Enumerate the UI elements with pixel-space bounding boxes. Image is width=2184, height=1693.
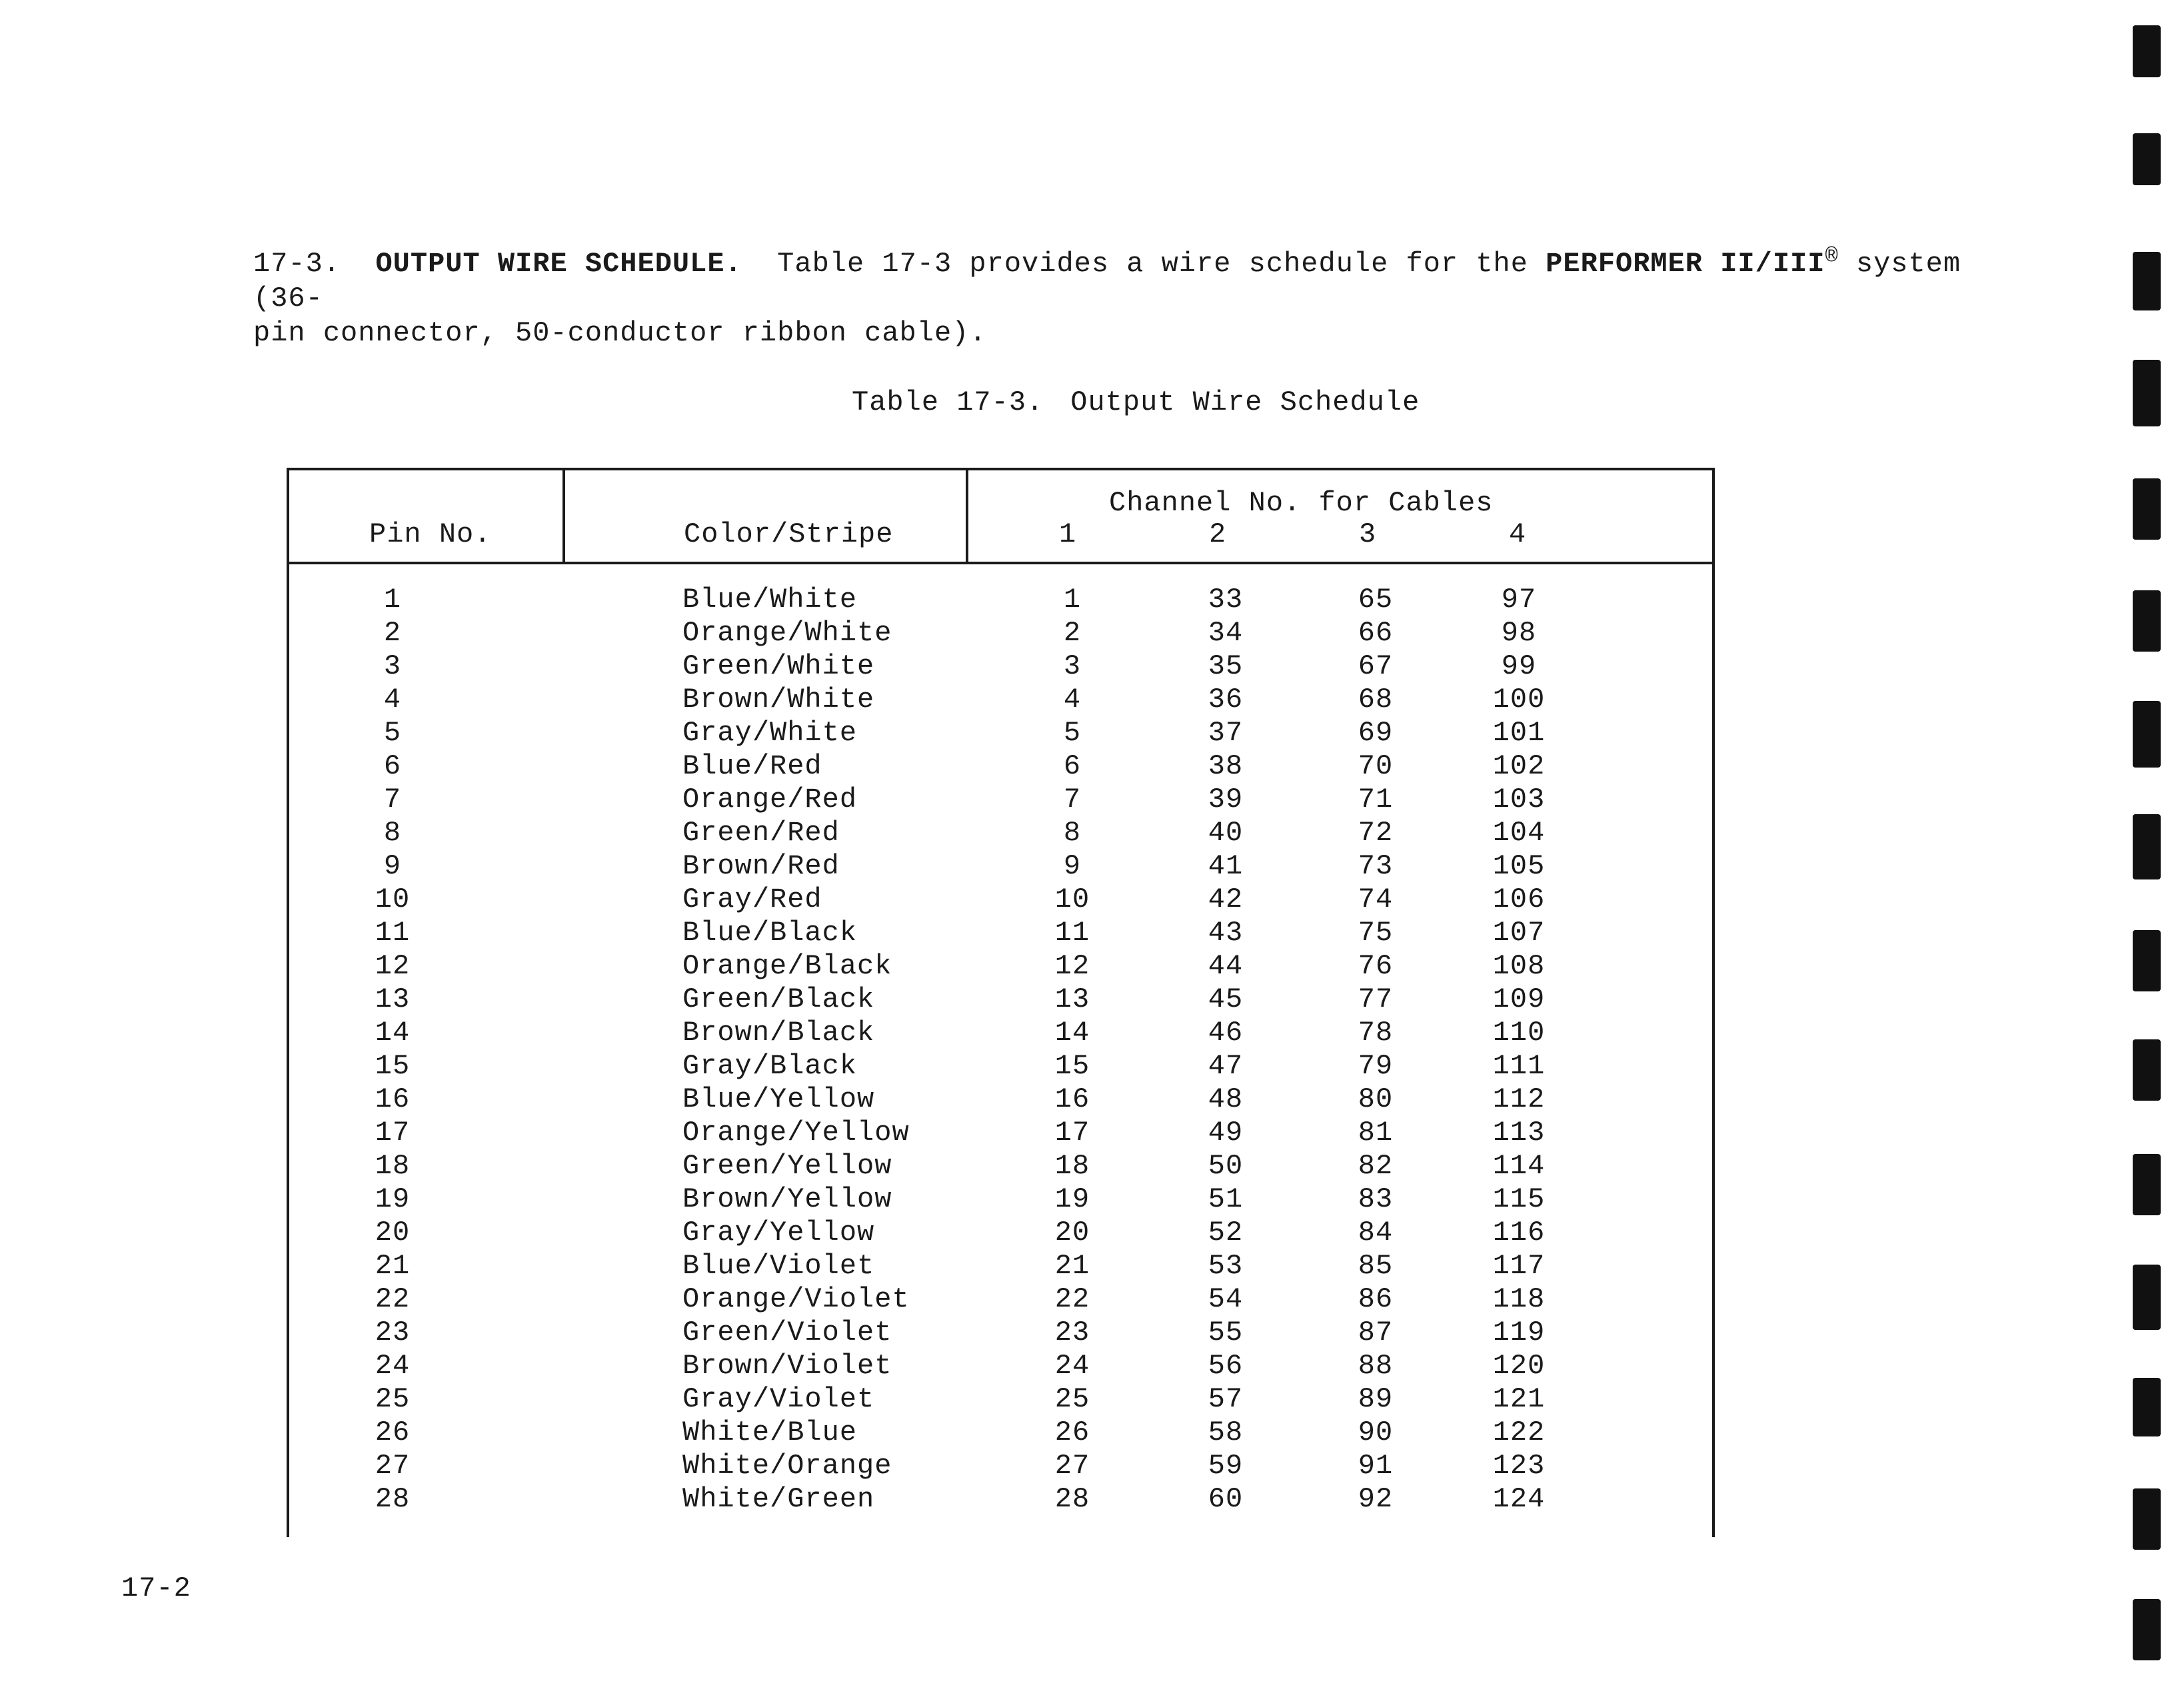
table-row <box>289 1217 1712 1250</box>
channel-cable-1-cell: 19 <box>1054 1183 1090 1215</box>
table-body <box>289 584 1712 1516</box>
channel-cable-3-cell: 75 <box>1358 917 1394 949</box>
table-row <box>289 917 1712 950</box>
channel-cable-1-cell: 3 <box>1063 650 1082 682</box>
color-stripe-cell: Brown/White <box>682 684 875 716</box>
channel-cable-4-cell: 111 <box>1492 1050 1546 1082</box>
color-stripe-cell: Gray/White <box>682 717 858 749</box>
table-header <box>289 470 1712 564</box>
channel-cable-2-cell: 46 <box>1208 1017 1244 1049</box>
table-row <box>289 883 1712 917</box>
pin-cell: 13 <box>375 983 411 1015</box>
table-row <box>289 584 1712 617</box>
change-bar <box>2133 1265 2161 1330</box>
channel-cable-4-cell: 113 <box>1492 1117 1546 1149</box>
change-bar <box>2133 1599 2161 1660</box>
channel-cable-2-cell: 60 <box>1208 1483 1244 1515</box>
channel-cable-2-cell: 44 <box>1208 950 1244 982</box>
color-stripe-cell: Green/Yellow <box>682 1150 892 1182</box>
change-bar <box>2133 360 2161 426</box>
wire-schedule-table <box>287 468 1715 1537</box>
channel-cable-1-cell: 9 <box>1063 850 1082 882</box>
channel-cable-3-cell: 83 <box>1358 1183 1394 1215</box>
channel-cable-4-cell: 124 <box>1492 1483 1546 1515</box>
channel-cable-2-cell: 36 <box>1208 684 1244 716</box>
channel-cable-4-cell: 105 <box>1492 850 1546 882</box>
channel-cable-3-cell: 70 <box>1358 750 1394 782</box>
channel-cable-3-cell: 80 <box>1358 1083 1394 1115</box>
color-stripe-cell: Green/Black <box>682 983 875 1015</box>
channel-cable-2-cell: 58 <box>1208 1416 1244 1448</box>
channel-cable-1-cell: 16 <box>1054 1083 1090 1115</box>
header-cable-3: 3 <box>1359 518 1377 550</box>
pin-cell: 6 <box>383 750 402 782</box>
channel-cable-1-cell: 5 <box>1063 717 1082 749</box>
pin-cell: 5 <box>383 717 402 749</box>
header-color-stripe: Color/Stripe <box>684 518 894 550</box>
channel-cable-1-cell: 28 <box>1054 1483 1090 1515</box>
channel-cable-4-cell: 118 <box>1492 1283 1546 1315</box>
pin-cell: 3 <box>383 650 402 682</box>
pin-cell: 7 <box>383 784 402 816</box>
channel-cable-4-cell: 100 <box>1492 684 1546 716</box>
channel-cable-3-cell: 87 <box>1358 1317 1394 1349</box>
color-stripe-cell: Blue/Yellow <box>682 1083 875 1115</box>
channel-cable-1-cell: 12 <box>1054 950 1090 982</box>
header-pin-no: Pin No. <box>369 518 492 550</box>
product-name: PERFORMER II/III <box>1546 248 1825 280</box>
channel-cable-2-cell: 53 <box>1208 1250 1244 1282</box>
channel-cable-2-cell: 41 <box>1208 850 1244 882</box>
channel-cable-2-cell: 34 <box>1208 617 1244 649</box>
header-cable-2: 2 <box>1209 518 1227 550</box>
color-stripe-cell: White/Blue <box>682 1416 858 1448</box>
channel-cable-1-cell: 26 <box>1054 1416 1090 1448</box>
channel-cable-3-cell: 78 <box>1358 1017 1394 1049</box>
channel-cable-2-cell: 40 <box>1208 817 1244 849</box>
pin-cell: 28 <box>375 1483 411 1515</box>
pin-cell: 18 <box>375 1150 411 1182</box>
pin-cell: 27 <box>375 1450 411 1482</box>
change-bar <box>2133 1039 2161 1101</box>
color-stripe-cell: Blue/White <box>682 584 858 616</box>
channel-cable-4-cell: 112 <box>1492 1083 1546 1115</box>
channel-cable-3-cell: 81 <box>1358 1117 1394 1149</box>
pin-cell: 16 <box>375 1083 411 1115</box>
color-stripe-cell: Blue/Red <box>682 750 822 782</box>
table-row <box>289 650 1712 684</box>
channel-cable-1-cell: 8 <box>1063 817 1082 849</box>
change-bar <box>2133 25 2161 77</box>
channel-cable-2-cell: 33 <box>1208 584 1244 616</box>
table-row <box>289 1483 1712 1516</box>
channel-cable-1-cell: 14 <box>1054 1017 1090 1049</box>
header-cable-1: 1 <box>1059 518 1077 550</box>
pin-cell: 23 <box>375 1317 411 1349</box>
color-stripe-cell: Green/Red <box>682 817 840 849</box>
channel-cable-2-cell: 39 <box>1208 784 1244 816</box>
channel-cable-4-cell: 107 <box>1492 917 1546 949</box>
channel-cable-3-cell: 76 <box>1358 950 1394 982</box>
channel-cable-3-cell: 88 <box>1358 1350 1394 1382</box>
pin-cell: 15 <box>375 1050 411 1082</box>
change-bar <box>2133 1488 2161 1550</box>
color-stripe-cell: Blue/Black <box>682 917 858 949</box>
channel-cable-3-cell: 92 <box>1358 1483 1394 1515</box>
channel-cable-4-cell: 123 <box>1492 1450 1546 1482</box>
channel-cable-4-cell: 121 <box>1492 1383 1546 1415</box>
channel-cable-1-cell: 25 <box>1054 1383 1090 1415</box>
channel-cable-2-cell: 55 <box>1208 1317 1244 1349</box>
channel-cable-1-cell: 20 <box>1054 1217 1090 1249</box>
table-row <box>289 1150 1712 1183</box>
table-row <box>289 1083 1712 1117</box>
channel-cable-1-cell: 27 <box>1054 1450 1090 1482</box>
channel-cable-2-cell: 38 <box>1208 750 1244 782</box>
channel-cable-4-cell: 120 <box>1492 1350 1546 1382</box>
table-row <box>289 1350 1712 1383</box>
table-row <box>289 1283 1712 1317</box>
channel-cable-2-cell: 48 <box>1208 1083 1244 1115</box>
pin-cell: 17 <box>375 1117 411 1149</box>
caption-label: Table 17-3. <box>852 386 1044 418</box>
table-row <box>289 1050 1712 1083</box>
pin-cell: 20 <box>375 1217 411 1249</box>
channel-cable-4-cell: 97 <box>1501 584 1537 616</box>
pin-cell: 2 <box>383 617 402 649</box>
pin-cell: 21 <box>375 1250 411 1282</box>
channel-cable-2-cell: 49 <box>1208 1117 1244 1149</box>
color-stripe-cell: Green/White <box>682 650 875 682</box>
channel-cable-1-cell: 15 <box>1054 1050 1090 1082</box>
pin-cell: 1 <box>383 584 402 616</box>
channel-cable-3-cell: 85 <box>1358 1250 1394 1282</box>
channel-cable-4-cell: 110 <box>1492 1017 1546 1049</box>
change-bar <box>2133 478 2161 540</box>
channel-cable-2-cell: 35 <box>1208 650 1244 682</box>
channel-cable-4-cell: 98 <box>1501 617 1537 649</box>
table-row <box>289 983 1712 1017</box>
color-stripe-cell: Orange/White <box>682 617 892 649</box>
channel-cable-2-cell: 51 <box>1208 1183 1244 1215</box>
caption-title: Output Wire Schedule <box>1070 386 1420 418</box>
channel-cable-3-cell: 89 <box>1358 1383 1394 1415</box>
channel-cable-4-cell: 99 <box>1501 650 1537 682</box>
color-stripe-cell: Brown/Black <box>682 1017 875 1049</box>
table-row <box>289 1450 1712 1483</box>
pin-cell: 10 <box>375 883 411 915</box>
channel-cable-3-cell: 82 <box>1358 1150 1394 1182</box>
color-stripe-cell: White/Green <box>682 1483 875 1515</box>
channel-cable-3-cell: 91 <box>1358 1450 1394 1482</box>
table-row <box>289 1017 1712 1050</box>
table-row <box>289 1416 1712 1450</box>
channel-cable-3-cell: 77 <box>1358 983 1394 1015</box>
pin-cell: 25 <box>375 1383 411 1415</box>
channel-cable-3-cell: 71 <box>1358 784 1394 816</box>
channel-cable-1-cell: 18 <box>1054 1150 1090 1182</box>
change-bar <box>2133 701 2161 768</box>
color-stripe-cell: White/Orange <box>682 1450 892 1482</box>
color-stripe-cell: Blue/Violet <box>682 1250 875 1282</box>
table-row <box>289 1383 1712 1416</box>
channel-cable-4-cell: 104 <box>1492 817 1546 849</box>
change-bar <box>2133 252 2161 310</box>
color-stripe-cell: Orange/Yellow <box>682 1117 910 1149</box>
change-bar <box>2133 1154 2161 1215</box>
channel-cable-3-cell: 67 <box>1358 650 1394 682</box>
section-number: 17-3. <box>253 248 341 280</box>
channel-cable-3-cell: 79 <box>1358 1050 1394 1082</box>
table-caption <box>852 386 1420 418</box>
header-channel-group: Channel No. for Cables <box>1109 487 1494 519</box>
channel-cable-4-cell: 108 <box>1492 950 1546 982</box>
change-bar <box>2133 930 2161 991</box>
table-row <box>289 850 1712 883</box>
channel-cable-1-cell: 13 <box>1054 983 1090 1015</box>
channel-cable-3-cell: 86 <box>1358 1283 1394 1315</box>
change-bar <box>2133 590 2161 652</box>
change-bar <box>2133 133 2161 185</box>
channel-cable-1-cell: 4 <box>1063 684 1082 716</box>
change-bar <box>2133 1378 2161 1436</box>
color-stripe-cell: Green/Violet <box>682 1317 892 1349</box>
page-number: 17-2 <box>121 1572 191 1604</box>
channel-cable-3-cell: 72 <box>1358 817 1394 849</box>
channel-cable-2-cell: 54 <box>1208 1283 1244 1315</box>
channel-cable-4-cell: 122 <box>1492 1416 1546 1448</box>
channel-cable-3-cell: 84 <box>1358 1217 1394 1249</box>
table-row <box>289 1317 1712 1350</box>
table-row <box>289 1117 1712 1150</box>
channel-cable-1-cell: 11 <box>1054 917 1090 949</box>
pin-cell: 9 <box>383 850 402 882</box>
channel-cable-3-cell: 69 <box>1358 717 1394 749</box>
channel-cable-2-cell: 45 <box>1208 983 1244 1015</box>
color-stripe-cell: Brown/Violet <box>682 1350 892 1382</box>
channel-cable-2-cell: 42 <box>1208 883 1244 915</box>
table-row <box>289 1250 1712 1283</box>
channel-cable-4-cell: 106 <box>1492 883 1546 915</box>
pin-cell: 12 <box>375 950 411 982</box>
channel-cable-1-cell: 17 <box>1054 1117 1090 1149</box>
channel-cable-3-cell: 66 <box>1358 617 1394 649</box>
channel-cable-1-cell: 22 <box>1054 1283 1090 1315</box>
channel-cable-2-cell: 47 <box>1208 1050 1244 1082</box>
table-row <box>289 1183 1712 1217</box>
table-row <box>289 750 1712 784</box>
channel-cable-4-cell: 117 <box>1492 1250 1546 1282</box>
intro-text-after: system (36- <box>253 248 1961 314</box>
table-row <box>289 950 1712 983</box>
pin-cell: 14 <box>375 1017 411 1049</box>
channel-cable-1-cell: 6 <box>1063 750 1082 782</box>
channel-cable-4-cell: 109 <box>1492 983 1546 1015</box>
channel-cable-2-cell: 43 <box>1208 917 1244 949</box>
pin-cell: 4 <box>383 684 402 716</box>
section-heading: OUTPUT WIRE SCHEDULE. <box>375 248 742 280</box>
color-stripe-cell: Orange/Red <box>682 784 858 816</box>
channel-cable-1-cell: 10 <box>1054 883 1090 915</box>
color-stripe-cell: Gray/Yellow <box>682 1217 875 1249</box>
table-row <box>289 684 1712 717</box>
channel-cable-4-cell: 114 <box>1492 1150 1546 1182</box>
channel-cable-4-cell: 101 <box>1492 717 1546 749</box>
color-stripe-cell: Gray/Violet <box>682 1383 875 1415</box>
pin-cell: 19 <box>375 1183 411 1215</box>
table-row <box>289 617 1712 650</box>
channel-cable-1-cell: 24 <box>1054 1350 1090 1382</box>
intro-text-line2: pin connector, 50-conductor ribbon cable). <box>253 317 987 349</box>
channel-cable-1-cell: 2 <box>1063 617 1082 649</box>
channel-cable-4-cell: 119 <box>1492 1317 1546 1349</box>
channel-cable-4-cell: 115 <box>1492 1183 1546 1215</box>
registered-mark: ® <box>1825 244 1839 269</box>
header-cable-4: 4 <box>1509 518 1527 550</box>
channel-cable-1-cell: 1 <box>1063 584 1082 616</box>
channel-cable-3-cell: 65 <box>1358 584 1394 616</box>
header-divider <box>562 470 565 562</box>
intro-paragraph <box>253 244 1986 350</box>
channel-cable-2-cell: 56 <box>1208 1350 1244 1382</box>
channel-cable-1-cell: 23 <box>1054 1317 1090 1349</box>
color-stripe-cell: Orange/Violet <box>682 1283 910 1315</box>
table-row <box>289 717 1712 750</box>
channel-cable-2-cell: 59 <box>1208 1450 1244 1482</box>
color-stripe-cell: Gray/Red <box>682 883 822 915</box>
table-row <box>289 817 1712 850</box>
pin-cell: 22 <box>375 1283 411 1315</box>
intro-text-before: Table 17-3 provides a wire schedule for the <box>777 248 1528 280</box>
color-stripe-cell: Brown/Yellow <box>682 1183 892 1215</box>
pin-cell: 8 <box>383 817 402 849</box>
pin-cell: 11 <box>375 917 411 949</box>
channel-cable-3-cell: 68 <box>1358 684 1394 716</box>
channel-cable-4-cell: 116 <box>1492 1217 1546 1249</box>
channel-cable-2-cell: 52 <box>1208 1217 1244 1249</box>
header-divider <box>966 470 968 562</box>
channel-cable-2-cell: 37 <box>1208 717 1244 749</box>
channel-cable-4-cell: 103 <box>1492 784 1546 816</box>
color-stripe-cell: Orange/Black <box>682 950 892 982</box>
channel-cable-2-cell: 57 <box>1208 1383 1244 1415</box>
color-stripe-cell: Gray/Black <box>682 1050 858 1082</box>
pin-cell: 24 <box>375 1350 411 1382</box>
channel-cable-4-cell: 102 <box>1492 750 1546 782</box>
table-row <box>289 784 1712 817</box>
channel-cable-1-cell: 21 <box>1054 1250 1090 1282</box>
channel-cable-2-cell: 50 <box>1208 1150 1244 1182</box>
channel-cable-3-cell: 90 <box>1358 1416 1394 1448</box>
channel-cable-1-cell: 7 <box>1063 784 1082 816</box>
change-bar <box>2133 814 2161 879</box>
pin-cell: 26 <box>375 1416 411 1448</box>
channel-cable-3-cell: 73 <box>1358 850 1394 882</box>
channel-cable-3-cell: 74 <box>1358 883 1394 915</box>
color-stripe-cell: Brown/Red <box>682 850 840 882</box>
